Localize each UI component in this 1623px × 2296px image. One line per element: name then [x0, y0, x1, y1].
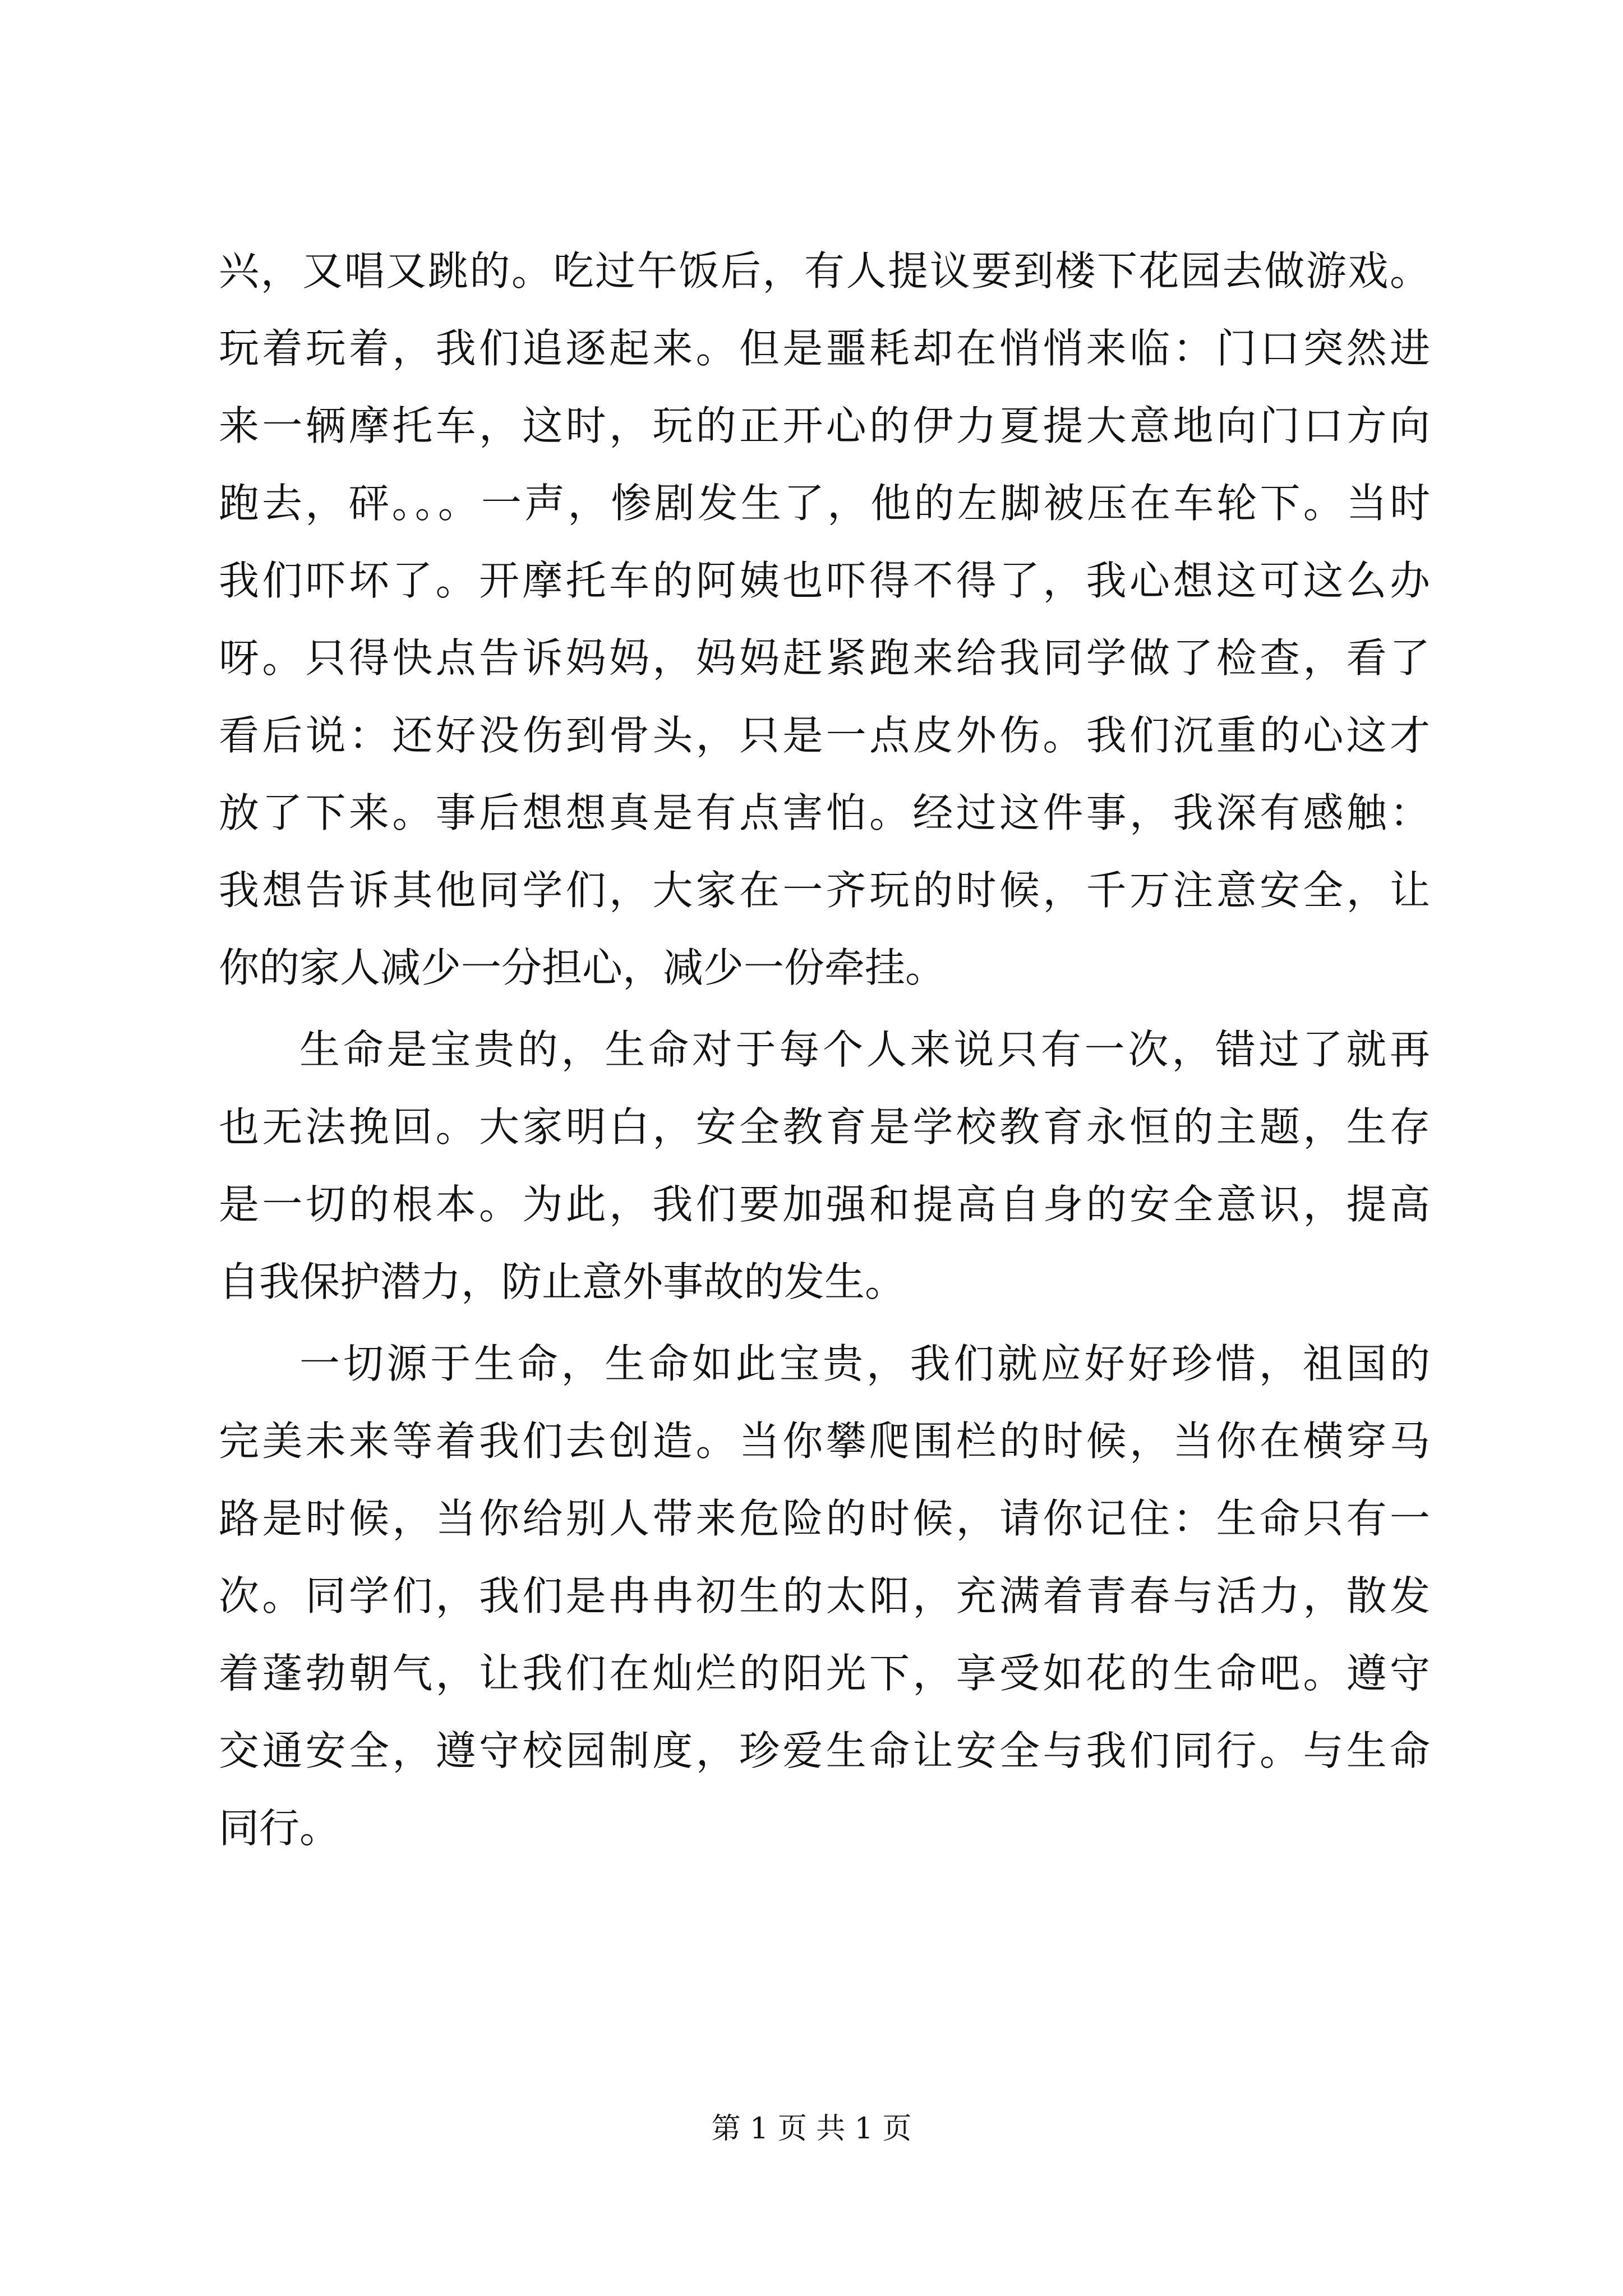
paragraph-2-line-3: 是一切的根本。为此，我们要加强和提高自身的安全意识，提高	[219, 1181, 1430, 1228]
paragraph-3-line-4: 次。同学们，我们是冉冉初生的太阳，充满着青春与活力，散发	[219, 1572, 1430, 1619]
paragraph-2-line-4: 自我保护潜力，防止意外事故的发生。	[219, 1258, 906, 1305]
paragraph-3-line-7: 同行。	[219, 1805, 340, 1852]
paragraph-gap	[219, 1006, 1430, 1011]
paragraph-3-line-3: 路是时候，当你给别人带来危险的时候，请你记住：生命只有一	[219, 1495, 1430, 1542]
paragraph-1-line-5: 我们吓坏了。开摩托车的阿姨也吓得不得了，我心想这可这么办	[219, 557, 1430, 604]
page-number-footer: 第 1 页 共 1 页	[711, 2112, 912, 2146]
paragraph-1-line-2: 玩着玩着，我们追逐起来。但是噩耗却在悄悄来临：门口突然进	[219, 325, 1430, 372]
paragraph-3-line-5: 着蓬勃朝气，让我们在灿烂的阳光下，享受如花的生命吧。遵守	[219, 1650, 1430, 1697]
paragraph-2-line-1: 生命是宝贵的，生命对于每个人来说只有一次，错过了就再	[299, 1026, 1430, 1073]
paragraph-3-line-6: 交通安全，遵守校园制度，珍爱生命让安全与我们同行。与生命	[219, 1727, 1430, 1774]
paragraph-1-line-8: 放了下来。事后想想真是有点害怕。经过这件事，我深有感触：	[219, 789, 1430, 836]
paragraph-3-line-1: 一切源于生命，生命如此宝贵，我们就应好好珍惜，祖国的	[299, 1340, 1430, 1387]
paragraph-2-line-2: 也无法挽回。大家明白，安全教育是学校教育永恒的主题，生存	[219, 1103, 1430, 1151]
paragraph-1-line-6: 呀。只得快点告诉妈妈，妈妈赶紧跑来给我同学做了检查，看了	[219, 634, 1430, 682]
paragraph-3-line-2: 完美未来等着我们去创造。当你攀爬围栏的时候，当你在横穿马	[219, 1418, 1430, 1465]
paragraph-1-line-7: 看后说：还好没伤到骨头，只是一点皮外伤。我们沉重的心这才	[219, 712, 1430, 759]
paragraph-1-line-9: 我想告诉其他同学们，大家在一齐玩的时候，千万注意安全，让	[219, 867, 1430, 914]
paragraph-1-line-3: 来一辆摩托车，这时，玩的正开心的伊力夏提大意地向门口方向	[219, 402, 1430, 449]
paragraph-1-line-4: 跑去，砰。。。一声，惨剧发生了，他的左脚被压在车轮下。当时	[219, 480, 1430, 527]
paragraph-1-line-10: 你的家人减少一分担心，减少一份牵挂。	[219, 944, 946, 991]
document-body	[219, 232, 1430, 1867]
paragraph-gap	[219, 1320, 1430, 1325]
paragraph-1-line-1: 兴，又唱又跳的。吃过午饭后，有人提议要到楼下花园去做游戏。	[219, 247, 1430, 295]
